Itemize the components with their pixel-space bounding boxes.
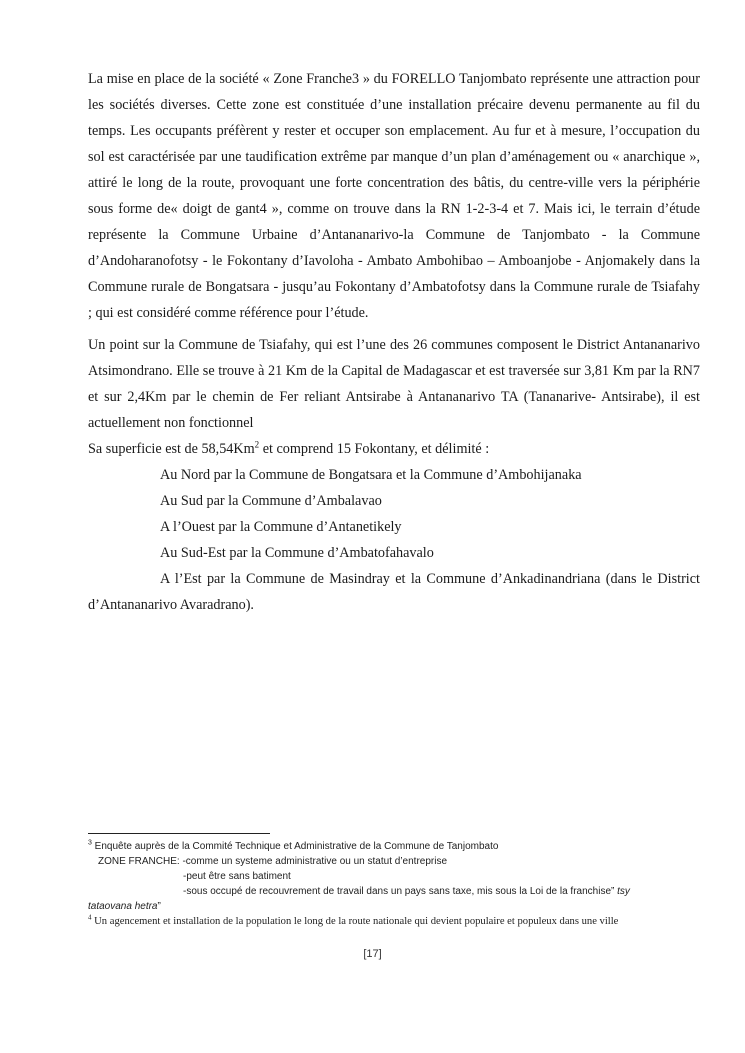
footnote-3-continuation bbox=[88, 899, 700, 914]
border-southeast: Au Sud-Est par la Commune d’Ambatofahavalo bbox=[160, 545, 434, 561]
area-exponent: 2 bbox=[254, 439, 260, 450]
paragraph-intro: La mise en place de la société « Zone Franche3 » du FORELLO Tanjombato représente une attraction pour les sociétés diverses. Cette zone est constituée d’une installation précaire devenu permanente au fil du temps. Les occupants préfèrent y rester et occuper son emplacement. Au fur et à mesure, l’occupation du sol est caractérisée par une taudification extrême par manque d’un plan d’aménagement ou « anarchique », attiré le long de la route, provoquant une forte concentration des bâtis, du centre-ville vers la périphérie sous forme de« doigt de gant4 », comme on trouve dans la RN 1-2-3-4 et 7. Mais ici, le terrain d’étude représente la Commune Urbaine d’Antananarivo-la Commune de Tanjombato - la Commune d’Andoharanofotsy - le Fokontany d’Iavoloha - Ambato Ambohibao – Amboanjobe - Anjomakely dans la Commune rurale de Bongatsara - jusqu’au Fokontany d’Ambatofotsy dans la Commune rurale de Tsiafahy ; qui est considéré comme référence pour l’étude. bbox=[88, 71, 700, 321]
footnote-3-italic-end: tataovana hetra bbox=[88, 901, 158, 912]
footnote-3 bbox=[88, 839, 700, 854]
footnote-3-quote: ” bbox=[157, 901, 161, 912]
border-north: Au Nord par la Commune de Bongatsara et la Commune d’Ambohijanaka bbox=[160, 467, 582, 483]
footnote-separator bbox=[88, 833, 270, 834]
footnote-4-text: Un agencement et installation de la population le long de la route nationale qui devient populaire et populeux dans une ville bbox=[91, 916, 619, 927]
area-text-end: et comprend 15 Fokontany, et délimité : bbox=[259, 441, 490, 457]
footnote-3-item-taxe-text: -sous occupé de recouvrement de travail dans un pays sans taxe, mis sous la Loi de la franchise” bbox=[183, 886, 618, 897]
main-text bbox=[88, 66, 700, 618]
footnote-3-item-taxe bbox=[88, 884, 700, 899]
area-text: Sa superficie est de 58,54Km bbox=[88, 441, 255, 457]
footnote-3-number: 3 bbox=[88, 839, 92, 847]
page-number: [17] bbox=[363, 948, 382, 960]
footnote-3-item-batiment: -peut être sans batiment bbox=[183, 871, 291, 882]
border-east: A l’Est par la Commune de Masindray et la Commune d’Ankadinandriana (dans le District d’Antananarivo Avaradrano). bbox=[88, 571, 700, 613]
footnote-3-text: Enquête auprès de la Commité Technique et Administrative de la Commune de Tanjombato bbox=[91, 841, 499, 852]
area-statement bbox=[88, 436, 700, 462]
footnote-3-italic-start: tsy bbox=[617, 886, 630, 897]
border-south: Au Sud par la Commune d’Ambalavao bbox=[160, 493, 382, 509]
footnote-3-zone-franche: ZONE FRANCHE: -comme un systeme administrative ou un statut d’entreprise bbox=[98, 856, 448, 867]
footnotes bbox=[88, 839, 700, 929]
footnote-4 bbox=[88, 914, 700, 929]
paragraph-tsiafahy: Un point sur la Commune de Tsiafahy, qui est l’une des 26 communes composent le District Antananarivo Atsimondrano. Elle se trouve à 21 Km de la Capital de Madagascar et est traversée sur 3,81 Km par la RN7 et sur 2,4Km par le chemin de Fer reliant Antsirabe à Antananarivo TA (Tananarive- Antsirabe), il est actuellement non fonctionnel bbox=[88, 337, 700, 431]
footnote-4-number: 4 bbox=[88, 913, 92, 922]
border-west: A l’Ouest par la Commune d’Antanetikely bbox=[160, 519, 402, 535]
